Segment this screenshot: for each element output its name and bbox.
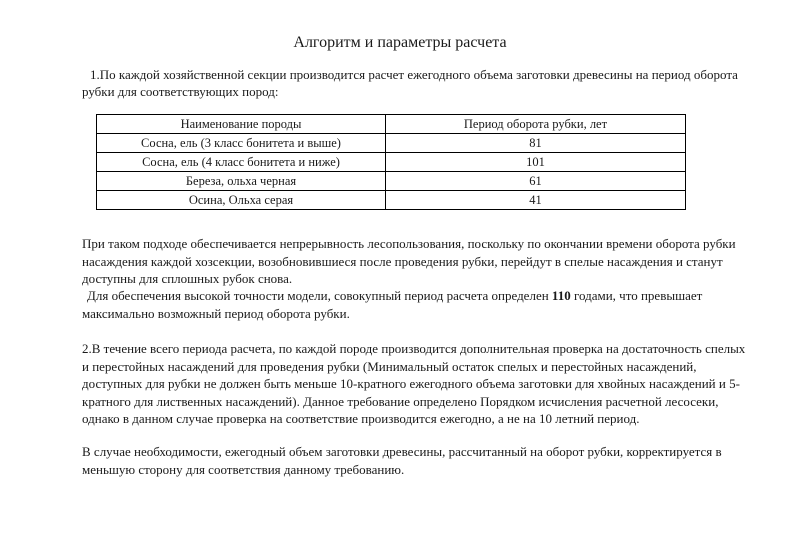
period-cell: 81 [386,134,686,153]
column-header-species: Наименование породы [97,115,386,134]
period-cell: 41 [386,191,686,210]
intro-paragraph: 1.По каждой хозяйственной секции производится расчет ежегодного объема заготовки древесины на период оборота рубки для соответствующих пород: [82,67,738,99]
species-cell: Сосна, ель (3 класс бонитета и выше) [97,134,386,153]
table-row [97,134,686,153]
table-row [97,153,686,172]
calculation-period-text-before: Для обеспечения высокой точности модели, совокупный период расчета определен [87,288,552,303]
rotation-period-table [96,114,686,210]
calculation-period-paragraph [82,287,752,322]
period-cell: 61 [386,172,686,191]
calculation-period-text-after: годами, что превышает максимально возможный период оборота рубки. [82,288,703,321]
species-cell: Береза, ольха черная [97,172,386,191]
table-header-row [97,115,686,134]
volume-correction-paragraph: В случае необходимости, ежегодный объем заготовки древесины, рассчитанный на оборот рубки, корректируется в меньшую сторону для соответствия данному требованию. [82,444,722,477]
calculation-period-value: 110 [551,288,571,303]
species-cell: Сосна, ель (4 класс бонитета и ниже) [97,153,386,172]
table-row [97,191,686,210]
period-cell: 101 [386,153,686,172]
column-header-period: Период оборота рубки, лет [386,115,686,134]
species-cell: Осина, Ольха серая [97,191,386,210]
table-row [97,172,686,191]
stock-check-paragraph: 2.В течение всего периода расчета, по каждой породе производится дополнительная проверка на достаточность спелых и перестойных насаждений для проведения рубки (Минимальный остаток спелых и перестойных насаждений, доступных для рубки не должен быть меньше 10-кратного ежегодного объема заготовки для хвойных насаждений и 5-кратного для лиственных насаждений). Данное требование определено Порядком исчисления расчетной лесосеки, однако в данном случае проверка на соответствие производится ежегодно, а не на 10 летний период. [82,341,746,426]
page-title: Алгоритм и параметры расчета [293,34,507,51]
continuity-paragraph: При таком подходе обеспечивается непрерывность лесопользования, поскольку по окончании времени оборота рубки насаждения каждой хозсекции, возобновившиеся после проведения рубки, перейдут в спелые насаждения и станут доступны для сплошных рубок снова. [82,236,736,286]
